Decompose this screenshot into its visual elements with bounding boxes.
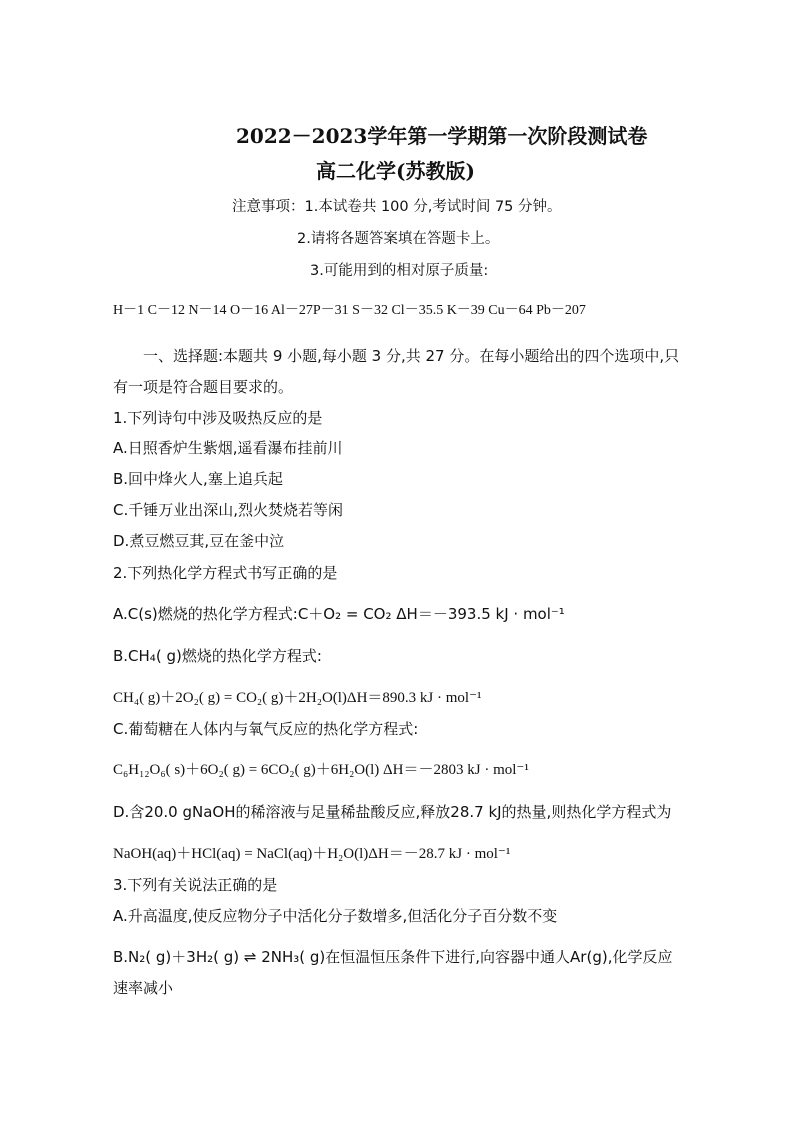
- q3-stem: 3.下列有关说法正确的是: [113, 876, 278, 894]
- q2-option-d-equation: NaOH(aq)＋HCl(aq) = NaCl(aq)＋H₂O(l)ΔH＝－28.7 kJ · mol⁻¹: [113, 846, 511, 862]
- q2-option-b-equation: CH₄( g)＋2O₂( g) = CO₂( g)＋2H₂O(l)ΔH＝890.3 kJ · mol⁻¹: [113, 690, 482, 706]
- exam-title: 2022－2023学年第一学期第一次阶段测试卷: [236, 124, 648, 148]
- notice-line-3: 3.可能用到的相对原子质量:: [310, 263, 489, 279]
- q2-stem: 2.下列热化学方程式书写正确的是: [113, 564, 338, 582]
- q1-option-c: C.千锤万业出深山,烈火焚烧若等闲: [113, 501, 344, 519]
- section-intro-line-2: 有一项是符合题目要求的。: [113, 378, 294, 396]
- q2-option-c-equation: C₆H₁₂O₆( s)＋6O₂( g) = 6CO₂( g)＋6H₂O(l) ΔH＝－2803 kJ · mol⁻¹: [113, 762, 529, 778]
- notice-line-2: 2.请将各题答案填在答题卡上。: [297, 231, 500, 247]
- q3-option-a: A.升高温度,使反应物分子中活化分子数增多,但活化分子百分数不变: [113, 907, 558, 925]
- q2-option-d-label: D.含20.0 gNaOH的稀溶液与足量稀盐酸反应,释放28.7 kJ的热量,则热化学方程式为: [113, 803, 672, 821]
- q1-option-a: A.日照香炉生紫烟,遥看瀑布挂前川: [113, 439, 343, 457]
- q2-option-a: A.C(s)燃烧的热化学方程式:C＋O₂ = CO₂ ΔH＝－393.5 kJ · mol⁻¹: [113, 605, 565, 623]
- q1-option-d: D.煮豆燃豆萁,豆在釜中泣: [113, 532, 285, 550]
- q2-option-b-label: B.CH₄( g)燃烧的热化学方程式:: [113, 647, 322, 665]
- q3-option-b-line-2: 速率减小: [113, 979, 174, 997]
- q2-option-c-label: C.葡萄糖在人体内与氧气反应的热化学方程式:: [113, 720, 419, 738]
- q1-option-b: B.回中烽火人,塞上追兵起: [113, 470, 283, 488]
- notice-line-1: 注意事项：1.本试卷共 100 分,考试时间 75 分钟。: [232, 199, 562, 215]
- q1-stem: 1.下列诗句中涉及吸热反应的是: [113, 409, 323, 427]
- atomic-masses: H－1 C－12 N－14 O－16 Al－27P－31 S－32 Cl－35.5 K－39 Cu－64 Pb－207: [113, 303, 586, 318]
- q3-option-b-line-1: B.N₂( g)＋3H₂( g) ⇌ 2NH₃( g)在恒温恒压条件下进行,向容器中通人Ar(g),化学反应: [113, 948, 673, 966]
- exam-subtitle: 高二化学(苏教版): [316, 159, 475, 183]
- section-intro-line-1: 一、选择题:本题共 9 小题,每小题 3 分,共 27 分。在每小题给出的四个选项中,只: [143, 347, 680, 365]
